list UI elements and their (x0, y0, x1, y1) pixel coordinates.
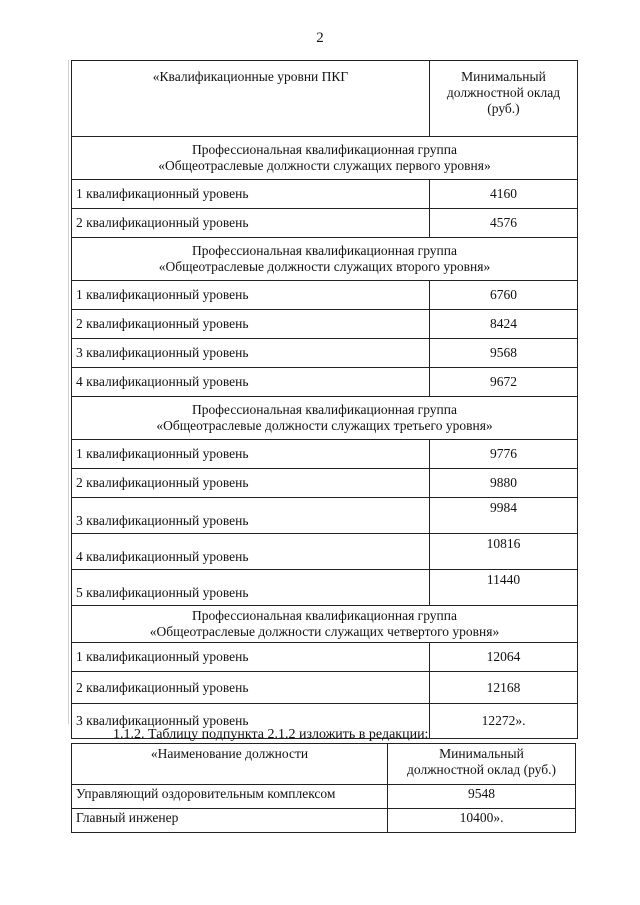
table-row (72, 209, 578, 238)
level-cell: 2 квалификационный уровень (72, 209, 430, 238)
scan-artifact-line (68, 60, 69, 724)
table-row (72, 368, 578, 397)
level-cell: 5 квалификационный уровень (72, 570, 430, 606)
salary-cell: 12272». (430, 704, 578, 739)
level-cell: 1 квалификационный уровень (72, 180, 430, 209)
level-cell: 2 квалификационный уровень (72, 672, 430, 704)
group-header-row (72, 238, 578, 281)
salary-cell: 9672 (430, 368, 578, 397)
table-row (72, 785, 576, 809)
table-row (72, 672, 578, 704)
intro-text: 1.1.2. Таблицу подпункта 2.1.2 изложить в редакции: (113, 727, 429, 742)
table-header-row (72, 744, 576, 785)
group-header-row (72, 397, 578, 440)
salary-cell: 12064 (430, 643, 578, 672)
table-row (72, 339, 578, 368)
table-row (72, 180, 578, 209)
level-cell: 3 квалификационный уровень (72, 339, 430, 368)
position-cell: Управляющий оздоровительным комплексом (72, 785, 388, 809)
salary-cell: 9568 (430, 339, 578, 368)
group-header-row (72, 137, 578, 180)
level-cell: 2 квалификационный уровень (72, 310, 430, 339)
salary-cell: 8424 (430, 310, 578, 339)
group-title: Профессиональная квалификационная группа «Общеотраслевые должности служащих первого уровня» (72, 137, 578, 180)
header-position-name: «Наименование должности (72, 744, 388, 785)
salary-cell: 9776 (430, 440, 578, 469)
salary-cell: 10400». (388, 809, 576, 833)
level-cell: 2 квалификационный уровень (72, 469, 430, 498)
table-row (72, 809, 576, 833)
salary-cell: 9984 (430, 498, 578, 534)
table-row (72, 534, 578, 570)
salary-table-positions (71, 743, 576, 833)
page-number: 2 (316, 30, 324, 46)
table-row (72, 469, 578, 498)
group-title: Профессиональная квалификационная группа «Общеотраслевые должности служащих четвертого уровня» (72, 606, 578, 643)
salary-table-qualification-levels (71, 60, 578, 739)
salary-cell: 9548 (388, 785, 576, 809)
group-title: Профессиональная квалификационная группа «Общеотраслевые должности служащих третьего уровня» (72, 397, 578, 440)
salary-cell: 4576 (430, 209, 578, 238)
table-row (72, 643, 578, 672)
group-title: Профессиональная квалификационная группа «Общеотраслевые должности служащих второго уровня» (72, 238, 578, 281)
table-row (72, 440, 578, 469)
position-cell: Главный инженер (72, 809, 388, 833)
level-cell: 4 квалификационный уровень (72, 534, 430, 570)
header-min-salary: Минимальный должностной оклад (руб.) (388, 744, 576, 785)
table-row (72, 498, 578, 534)
level-cell: 4 квалификационный уровень (72, 368, 430, 397)
table-row (72, 570, 578, 606)
group-header-row (72, 606, 578, 643)
salary-cell: 12168 (430, 672, 578, 704)
salary-cell: 11440 (430, 570, 578, 606)
table-header-row (72, 61, 578, 137)
header-min-salary: Минимальный должностной оклад (руб.) (430, 61, 578, 137)
level-cell: 1 квалификационный уровень (72, 281, 430, 310)
salary-cell: 9880 (430, 469, 578, 498)
level-cell: 1 квалификационный уровень (72, 440, 430, 469)
table-row (72, 281, 578, 310)
table-row (72, 310, 578, 339)
level-cell: 3 квалификационный уровень (72, 498, 430, 534)
header-qualification-levels: «Квалификационные уровни ПКГ (72, 61, 430, 137)
salary-cell: 4160 (430, 180, 578, 209)
level-cell: 1 квалификационный уровень (72, 643, 430, 672)
salary-cell: 10816 (430, 534, 578, 570)
salary-cell: 6760 (430, 281, 578, 310)
level-cell: 3 квалификационный уровень (72, 704, 430, 739)
